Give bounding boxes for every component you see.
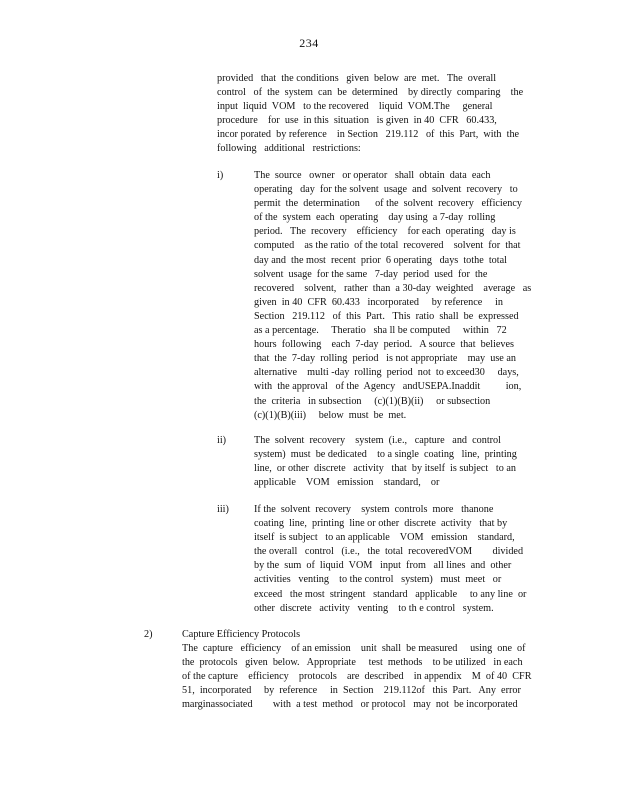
item-label-ii: ii) (217, 435, 227, 446)
item-i-line: recovered solvent, rather than a 30-day weighted average as (254, 282, 532, 294)
intro-paragraph (217, 72, 547, 157)
item-iii-line: the overall control (i.e., the total recoveredVOM divided (254, 546, 524, 558)
page-number: 234 (299, 36, 319, 50)
intro-line: input liquid VOM to the recovered liquid VOM.The general (217, 101, 493, 113)
item-iii-line: activities venting to the control system) must meet or (254, 574, 502, 586)
item-i-line: as a percentage. Theratio sha ll be computed within 72 (254, 325, 507, 337)
section-2-line: The capture efficiency of an emission unit shall be measured using one of (182, 643, 526, 654)
item-i-line: that the 7-day rolling period is not appropriate may use an (254, 353, 516, 365)
item-i-line: period. The recovery efficiency for each operating day is (254, 226, 516, 238)
intro-line: incor porated by reference in Section 219.112 of this Part, with the (217, 129, 520, 141)
item-iii-line: coating line, printing line or other discrete activity that by (254, 518, 508, 530)
item-i-line: alternative multi -day rolling period not to exceed30 days, (254, 367, 519, 379)
item-i-line: solvent usage for the same 7-day period used for the (254, 268, 488, 280)
section-2-line: marginassociated with a test method or protocol may not be incorporated (182, 699, 518, 711)
section-2-heading: Capture Efficiency Protocols (182, 629, 301, 640)
item-iii-line: other discrete activity venting to th e control system. (254, 602, 494, 614)
item-label-iii: iii) (217, 504, 229, 515)
item-i-line: given in 40 CFR 60.433 incorporated by reference in (254, 296, 503, 308)
section-2-body (182, 642, 542, 712)
item-i-line: (c)(1)(B)(iii) below must be met. (254, 409, 407, 421)
intro-line: control of the system can be determined by directly comparing the (217, 87, 524, 99)
item-i-line: The source owner or operator shall obtain data each (254, 170, 491, 181)
item-body-i (254, 169, 549, 423)
item-i-line: operating day for the solvent usage and solvent recovery to (254, 184, 518, 196)
item-ii-line: The solvent recovery system (i.e., capture and control (254, 435, 501, 446)
item-ii-line: line, or other discrete activity that by itself is subject to an (254, 463, 516, 475)
item-label-i: i) (217, 170, 224, 181)
item-iii-line: exceed the most stringent standard applicable to any line or (254, 588, 527, 600)
item-i-line: day and the most recent prior 6 operating days tothe total (254, 254, 507, 266)
item-i-line: Section 219.112 of this Part. This ratio shall be expressed (254, 310, 519, 322)
item-ii-line: system) must be dedicated to a single coating line, printing (254, 449, 517, 461)
item-body-ii (254, 434, 549, 490)
item-iii-line: itself is subject to an applicable VOM emission standard, (254, 532, 515, 544)
item-ii-line: applicable VOM emission standard, or (254, 477, 440, 489)
item-iii-line: by the sum of liquid VOM input from all lines and other (254, 560, 512, 572)
item-i-line: with the approval of the Agency andUSEPA.Inaddit ion, (254, 381, 522, 393)
item-i-line: computed as the ratio of the total recovered solvent for that (254, 240, 521, 252)
intro-line: provided that the conditions given below are met. The overall (217, 73, 497, 84)
section-2-label: 2) (144, 629, 153, 640)
item-i-line: hours following each 7-day period. A source that believes (254, 339, 514, 351)
section-2-line: of the capture efficiency protocols are described in appendix M of 40 CFR (182, 671, 532, 683)
item-i-line: the criteria in subsection (c)(1)(B)(ii) or subsection (254, 395, 491, 407)
section-2-line: 51, incorporated by reference in Section 219.112of this Part. Any error (182, 685, 521, 697)
intro-line: procedure for use in this situation is given in 40 CFR 60.433, (217, 115, 497, 127)
item-body-iii (254, 503, 549, 616)
item-i-line: of the system each operating day using a 7-day rolling (254, 212, 496, 224)
item-i-line: permit the determination of the solvent recovery efficiency (254, 198, 522, 210)
item-iii-line: If the solvent recovery system controls more thanone (254, 504, 494, 515)
section-2-line: the protocols given below. Appropriate test methods to be utilized in each (182, 657, 523, 669)
intro-line: following additional restrictions: (217, 143, 361, 155)
